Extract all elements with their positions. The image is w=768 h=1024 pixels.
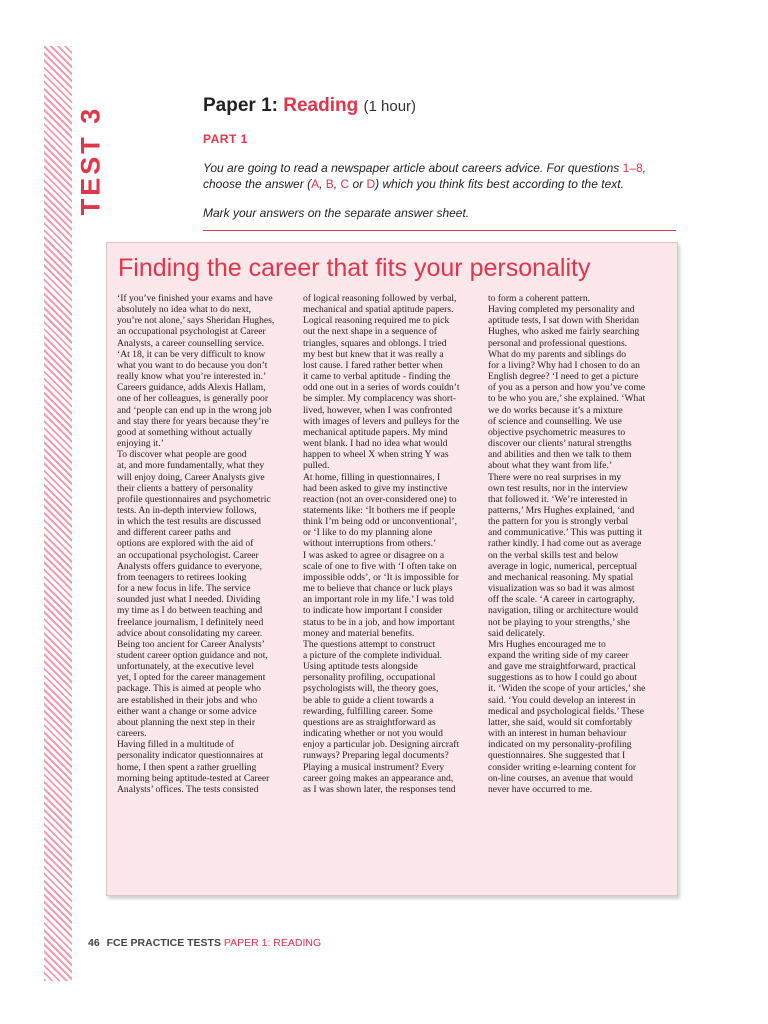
option-a: A xyxy=(311,177,320,191)
paper-label: Paper 1: xyxy=(203,95,284,116)
instruction-text: or xyxy=(349,177,367,191)
option-c: C xyxy=(340,177,350,191)
article-column-3 xyxy=(488,293,666,795)
subject-label: Reading xyxy=(283,95,359,116)
option-b: B xyxy=(325,177,334,191)
part-heading: PART 1 xyxy=(203,132,248,146)
side-stripe-decoration xyxy=(44,46,72,981)
instruction-text: , choose the answer ( xyxy=(203,161,646,191)
article-text: to form a coherent pattern. Having completed my personality and aptitude tests, I sat down with Sheridan Hughes, who asked me fairly searching personal and professional questions. What do my parents and siblings do for a living? Why had I chosen to do an English degree? ‘I need to get a picture of you as a person and how you’ve come to be who you are,’ she explained. ‘What we do works because it’s a mixture of science and counselling. We use objective psychometric measures to discover our clients’ natural strengths and abilities and then we talk to them about what they want from life.’ There were no real surprises in my own test results, nor in the interview that followed it. ‘We’re interested in patterns,’ Mrs Hughes explained, ‘and the pattern for you is strongly verbal and communicative.’ This was putting it rather kindly. I had come out as average on the verbal skills test and below average in logic, numerical, perceptual and mechanical reasoning. My spatial visualization was so bad it was almost off the scale. ‘A career in cartography, navigation, tiling or architecture would not be playing to your strengths,’ she said delicately. Mrs Hughes encouraged me to expand the writing side of my career and gave me straightforward, practical suggestions as to how I could go about it. ‘Widen the scope of your articles,’ she said. ‘You could develop an interest in medical and psychological fields.’ These latter, she said, would sit comfortably with an interest in human behaviour indicated on my personality-profiling questionnaires. She suggested that I consider writing e-learning content for on-line courses, an avenue that would never have occurred to me. xyxy=(488,293,646,795)
article-text: ‘If you’ve finished your exams and have absolutely no idea what to do next, you’re not alone,’ says Sheridan Hughes, an occupational psychologist at Career Analysts, a career counselling service. ‘At 18, it can be very difficult to know what you want to do because you don’t really know what you’re interested in.’ Careers guidance, adds Alexis Hallam, one of her colleagues, is generally poor and ‘people can end up in the wrong job and stay there for years because they’re good at something without actually enjoying it.’ To discover what people are good at, and more fundamentally, what they will enjoy doing, Career Analysts give their clients a battery of personality profile questionnaires and psychometric tests. An in-depth interview follows, in which the test results are discussed and different career paths and options are explored with the aid of an occupational psychologist. Career Analysts offers guidance to everyone, from teenagers to retirees looking for a new focus in life. The service sounded just what I needed. Dividing my time as I do between teaching and freelance journalism, I definitely need advice about consolidating my career. Being too ancient for Career Analysts’ student career option guidance and not, unfortunately, at the executive level yet, I opted for the career management package. This is aimed at people who are established in their jobs and who either want a change or some advice about planning the next step in their careers. Having filled in a multitude of personality indicator questionnaires at home, I then spent a rather gruelling morning being aptitude-tested at Career Analysts’ offices. The tests consisted xyxy=(117,293,275,795)
option-d: D xyxy=(366,177,376,191)
duration-label: (1 hour) xyxy=(363,98,417,115)
instruction-text: , xyxy=(319,177,326,191)
mark-answers-note: Mark your answers on the separate answer sheet. xyxy=(203,206,470,220)
article-column-2 xyxy=(303,293,481,795)
article-text: of logical reasoning followed by verbal, mechanical and spatial aptitude papers. Logical reasoning required me to pick out the next shape in a sequence of triangles, squares and oblongs. I tried my best but knew that it was really a lost cause. I fared rather better when it came to verbal aptitude - finding the odd one out in a series of words couldn’t be simpler. My complacency was short- lived, however, when I was confronted with images of levers and pulleys for the mechanical aptitude papers. My mind went blank. I had no idea what would happen to wheel X when string Y was pulled. At home, filling in questionnaires, I had been asked to give my instinctive reaction (not an over-considered one) to statements like: ‘It bothers me if people think I’m being odd or unconventional’, or ‘I like to do my planning alone without interruptions from others.’ I was asked to agree or disagree on a scale of one to five with ‘I often take on impossible odds’, or ‘It is impossible for me to believe that chance or luck plays an important role in my life.’ I was told to indicate how important I consider status to be in a job, and how important money and material benefits. The questions attempt to construct a picture of the complete individual. Using aptitude tests alongside personality profiling, occupational psychologists will, the theory goes, be able to guide a client towards a rewarding, fulfilling career. Some questions are as straightforward as indicating whether or not you would enjoy a particular job. Designing aircraft runways? Preparing legal documents? Playing a musical instrument? Every career going makes an appearance and, as I was shown later, the responses tend xyxy=(303,293,460,795)
instruction-text: ) which you think fits best according to the text. xyxy=(375,177,624,191)
article-headline: Finding the career that fits your personality xyxy=(118,254,591,282)
instructions xyxy=(203,160,673,192)
section-label: PAPER 1: READING xyxy=(223,937,322,949)
test-label: TEST 3 xyxy=(75,105,106,216)
article-column-1 xyxy=(117,293,295,795)
book-title: FCE PRACTICE TESTS xyxy=(106,937,221,949)
page-title xyxy=(203,95,416,117)
question-range: 1–8 xyxy=(622,161,643,175)
page-number: 46 xyxy=(88,937,100,949)
instruction-text: , xyxy=(333,177,341,191)
instruction-text: You are going to read a newspaper article about careers advice. For questions xyxy=(203,161,623,175)
divider xyxy=(203,230,676,231)
page-footer xyxy=(88,937,321,949)
